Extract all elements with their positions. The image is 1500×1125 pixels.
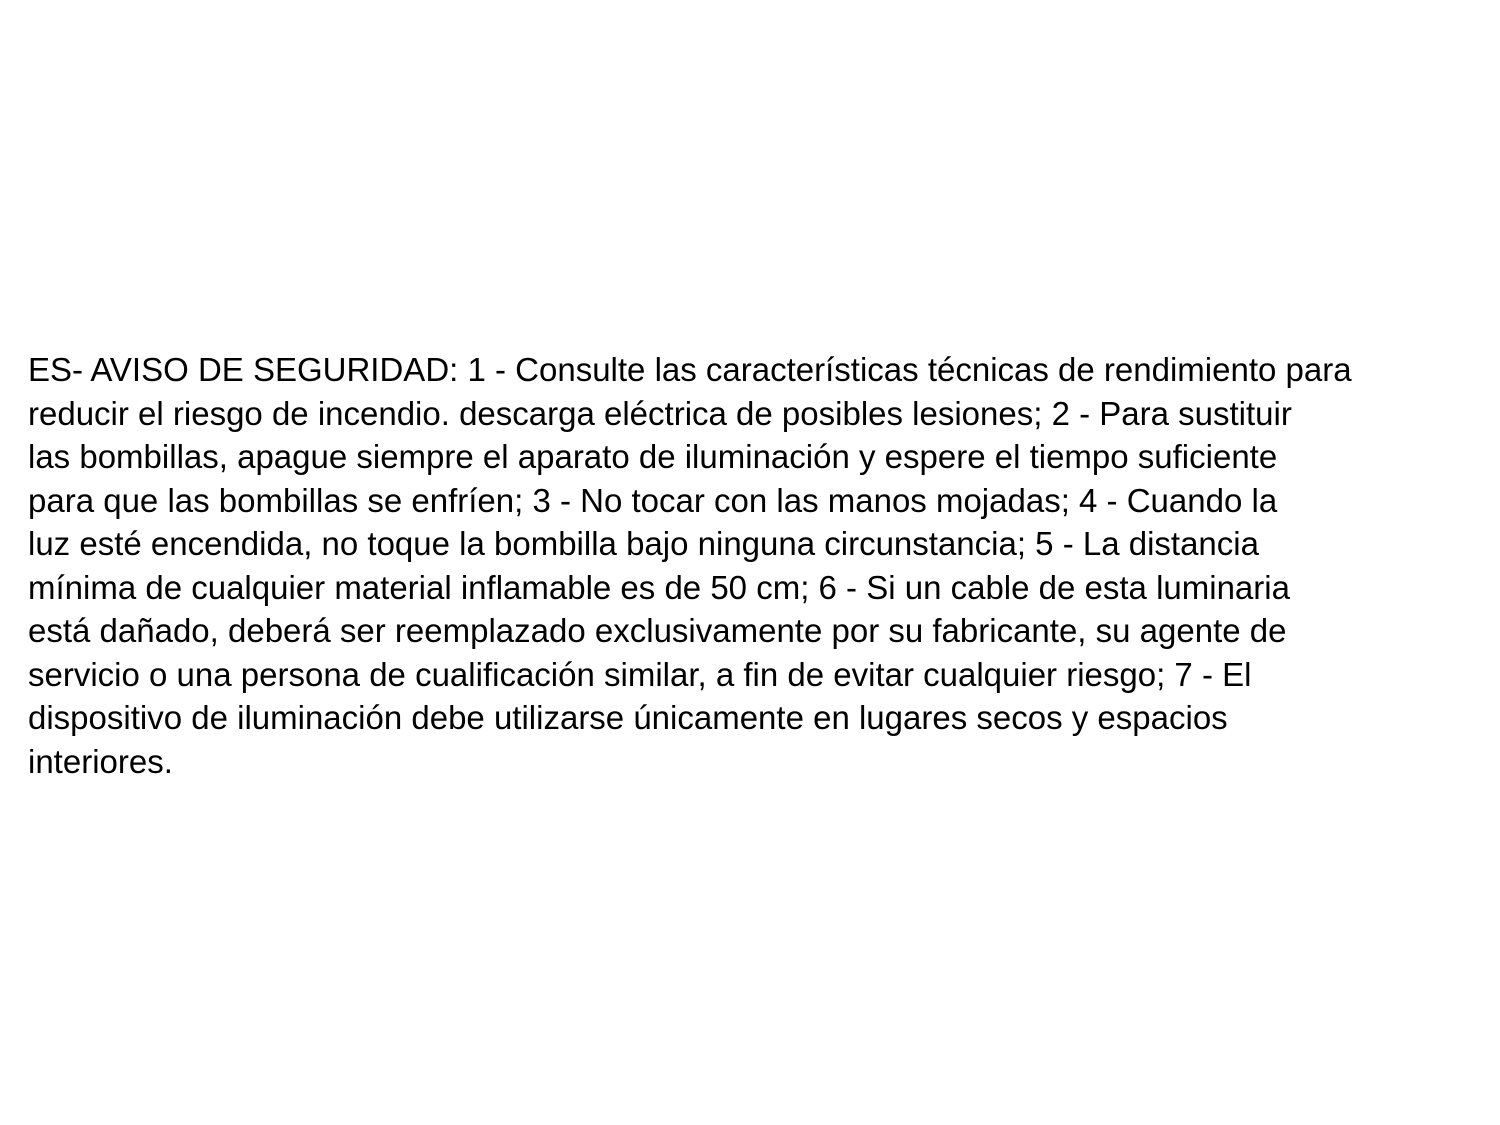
text-line: servicio o una persona de cualificación similar, a fin de evitar cualquier riesgo; 7 - El (28, 655, 1252, 693)
text-line: luz esté encendida, no toque la bombilla bajo ninguna circunstancia; 5 - La distancia (28, 525, 1259, 562)
text-line: para que las bombillas se enfríen; 3 - No tocar con las manos mojadas; 4 - Cuando la (28, 481, 1278, 519)
text-line: las bombillas, apague siempre el aparato de iluminación y espere el tiempo suficiente (28, 438, 1278, 475)
text-line: mínima de cualquier material inflamable es de 50 cm; 6 - Si un cable de esta luminaria (28, 568, 1290, 606)
text-line: está dañado, deberá ser reemplazado exclusivamente por su fabricante, su agente de (28, 612, 1287, 649)
text-line: dispositivo de iluminación debe utilizarse únicamente en lugares secos y espacios (28, 699, 1228, 736)
text-line: reducir el riesgo de incendio. descarga eléctrica de posibles lesiones; 2 - Para sustituir (28, 394, 1292, 432)
text-line: ES- AVISO DE SEGURIDAD: 1 - Consulte las características técnicas de rendimiento para (28, 351, 1352, 388)
text-line: interiores. (28, 742, 173, 780)
safety-notice-text (28, 348, 1488, 783)
